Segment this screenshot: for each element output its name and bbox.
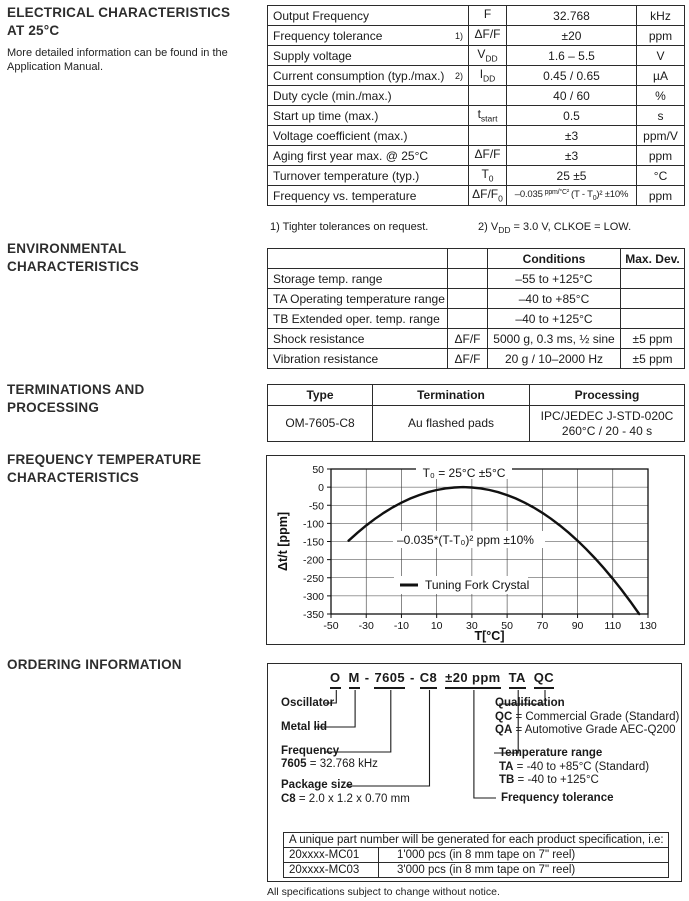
table-row (284, 848, 669, 863)
symbol-cell: ΔF/F (448, 349, 488, 369)
svg-text:110: 110 (604, 620, 622, 632)
svg-text:30: 30 (466, 620, 478, 632)
param-cell: Voltage coefficient (max.) (268, 126, 469, 146)
part-number-cell: 20xxxx-MC01 (284, 848, 379, 863)
metal-lid-label: Metal lid (281, 721, 328, 733)
maxdev-cell (621, 309, 685, 329)
symbol-cell: $I_{DD}$ (469, 66, 507, 86)
heading-line: ENVIRONMENTAL (7, 241, 127, 256)
part-number-cell: 20xxxx-MC03 (284, 863, 379, 878)
table-header-row (268, 249, 685, 269)
symbol-cell (448, 289, 488, 309)
ordering-code (326, 670, 558, 689)
table-row (284, 863, 669, 878)
param-cell: Aging first year max. @ 25°C (268, 146, 469, 166)
maxdev-cell (621, 289, 685, 309)
section-electrical-heading (7, 4, 257, 74)
table-header-row (284, 833, 669, 848)
unit-cell: ppm (637, 146, 685, 166)
quantity-cell: 3'000 pcs (in 8 mm tape on 7" reel) (379, 863, 669, 878)
svg-text:-300: -300 (302, 590, 324, 603)
symbol-cell (448, 269, 488, 289)
code-token-oscillator: O (330, 670, 341, 689)
qualification-label: Qualification (495, 697, 565, 709)
conditions-cell: 5000 g, 0.3 ms, ½ sine (488, 329, 621, 349)
empty-header-cell (268, 249, 448, 269)
frequency-value: 7605 = 32.768 kHz (281, 758, 378, 770)
heading-line: FREQUENCY TEMPERATURE (7, 452, 202, 467)
svg-text:-350: -350 (302, 609, 324, 621)
value-cell: 40 / 60 (507, 86, 637, 106)
svg-text:T₀ = 25°C ±5°C: T₀ = 25°C ±5°C (422, 466, 506, 480)
conditions-cell: 20 g / 10–2000 Hz (488, 349, 621, 369)
symbol-cell (448, 309, 488, 329)
symbol-cell: $t_{start}$ (469, 106, 507, 126)
svg-text:0: 0 (318, 482, 324, 495)
section-ordering-heading (7, 656, 257, 674)
table-row (268, 66, 685, 86)
symbol-cell (469, 86, 507, 106)
footnote-2: 2) $V_{DD} = 3.0$ V, CLKOE = LOW. (478, 221, 632, 236)
ordering-information-box (267, 663, 682, 882)
footer-disclaimer: All specifications subject to change without notice. (267, 886, 500, 898)
termination-cell: Au flashed pads (373, 406, 530, 442)
type-header-cell: Type (268, 385, 373, 406)
param-cell: Output Frequency (268, 6, 469, 26)
svg-text:-50: -50 (323, 620, 339, 632)
svg-text:-250: -250 (302, 572, 324, 585)
param-cell: Start up time (max.) (268, 106, 469, 126)
processing-header-cell: Processing (530, 385, 685, 406)
param-cell: Duty cycle (min./max.) (268, 86, 469, 106)
param-cell: Vibration resistance (268, 349, 448, 369)
table-row (268, 146, 685, 166)
param-cell: Turnover temperature (typ.) (268, 166, 469, 186)
symbol-cell (469, 126, 507, 146)
part-number-note-cell: A unique part number will be generated for each product specification, i.e: (284, 833, 669, 848)
svg-text:130: 130 (639, 620, 657, 632)
temperature-range-option: TA = -40 to +85°C (Standard) (499, 761, 650, 773)
value-cell: 32.768 (507, 6, 637, 26)
svg-text:50: 50 (312, 464, 324, 476)
frequency-temperature-chart (266, 455, 685, 645)
heading-line: PROCESSING (7, 400, 100, 415)
code-token-package: C8 (420, 670, 437, 689)
symbol-cell: $T_0$ (469, 166, 507, 186)
heading-line: AT 25°C (7, 23, 60, 38)
frequency-tolerance-label: Frequency tolerance (501, 792, 614, 804)
unit-cell: kHz (637, 6, 685, 26)
code-token-temp-range: TA (509, 670, 526, 689)
svg-text:-150: -150 (302, 536, 324, 549)
param-cell: Storage temp. range (268, 269, 448, 289)
termination-header-cell: Termination (373, 385, 530, 406)
quantity-cell: 1'000 pcs (in 8 mm tape on 7" reel) (379, 848, 669, 863)
unit-cell: µA (637, 66, 685, 86)
value-cell: ±3 (507, 126, 637, 146)
note-line: More detailed information can be found in the (7, 47, 228, 59)
maxdev-cell (621, 269, 685, 289)
symbol-cell: ΔF/F (469, 146, 507, 166)
table-row (268, 349, 685, 369)
unit-cell: ppm (637, 186, 685, 206)
oscillator-label: Oscillator (281, 697, 335, 709)
svg-text:Tuning Fork Crystal: Tuning Fork Crystal (425, 578, 530, 592)
qualification-option: QC = Commercial Grade (Standard) (495, 711, 680, 723)
unit-cell: °C (637, 166, 685, 186)
section-environmental-heading (7, 240, 257, 276)
svg-text:–0.035*(T-T₀)² ppm ±10%: –0.035*(T-T₀)² ppm ±10% (397, 533, 534, 547)
section-freq-temp-heading (7, 451, 257, 487)
symbol-cell: F (469, 6, 507, 26)
svg-text:-50: -50 (308, 500, 324, 513)
svg-text:70: 70 (536, 620, 549, 632)
code-separator: - (410, 670, 415, 685)
code-token-frequency: 7605 (374, 670, 405, 689)
symbol-cell: ΔF/F (448, 329, 488, 349)
frequency-label: Frequency (281, 745, 340, 757)
electrical-characteristics-table (267, 5, 685, 206)
environmental-characteristics-table (267, 248, 685, 369)
param-cell: Current consumption (typ./max.) 2) (268, 66, 469, 86)
heading-line: ELECTRICAL CHARACTERISTICS (7, 5, 231, 20)
footnote-1: 1) Tighter tolerances on request. (270, 221, 429, 233)
table-row (268, 166, 685, 186)
maxdev-cell: ±5 ppm (621, 349, 685, 369)
svg-text:90: 90 (571, 620, 584, 632)
value-cell: ±3 (507, 146, 637, 166)
value-cell: ±20 (507, 26, 637, 46)
qualification-option: QA = Automotive Grade AEC-Q200 (495, 724, 676, 736)
param-cell: TA Operating temperature range (268, 289, 448, 309)
table-row (268, 289, 685, 309)
value-cell-formula: –0.035 $^{ppm/^\circ C^2}$ $(T - T_0)^2 \pm 10\%$ (507, 186, 637, 206)
part-number-table (283, 832, 669, 878)
maxdev-cell: ±5 ppm (621, 329, 685, 349)
heading-line: TERMINATIONS AND (7, 382, 145, 397)
table-row (268, 329, 685, 349)
conditions-cell: –40 to +85°C (488, 289, 621, 309)
table-row (268, 106, 685, 126)
heading-line: CHARACTERISTICS (7, 470, 140, 485)
table-row (268, 269, 685, 289)
table-row (268, 309, 685, 329)
param-cell: TB Extended oper. temp. range (268, 309, 448, 329)
chart-canvas (267, 456, 684, 644)
table-row (268, 26, 685, 46)
value-cell: 0.5 (507, 106, 637, 126)
temperature-range-option: TB = -40 to +125°C (499, 774, 599, 786)
type-cell: OM-7605-C8 (268, 406, 373, 442)
terminations-table (267, 384, 685, 442)
svg-text:-100: -100 (302, 518, 324, 531)
package-size-label: Package size (281, 779, 353, 791)
symbol-cell: $V_{DD}$ (469, 46, 507, 66)
heading-line: ORDERING INFORMATION (7, 657, 182, 672)
svg-text:50: 50 (501, 620, 513, 632)
processing-cell: IPC/JEDEC J-STD-020C 260°C / 20 - 40 s (530, 406, 685, 442)
table-row (268, 186, 685, 206)
param-cell: Frequency vs. temperature (268, 186, 469, 206)
param-cell: Shock resistance (268, 329, 448, 349)
svg-text:Δt/t [ppm]: Δt/t [ppm] (276, 512, 290, 571)
table-row (268, 46, 685, 66)
section-terminations-heading (7, 381, 257, 417)
unit-cell: ppm (637, 26, 685, 46)
svg-text:-200: -200 (302, 554, 324, 567)
table-header-row (268, 385, 685, 406)
temperature-range-label: Temperature range (499, 747, 603, 759)
svg-text:10: 10 (430, 620, 443, 632)
table-row (268, 406, 685, 442)
package-size-value: C8 = 2.0 x 1.2 x 0.70 mm (281, 793, 410, 805)
value-cell: 0.45 / 0.65 (507, 66, 637, 86)
conditions-cell: –55 to +125°C (488, 269, 621, 289)
note-line: Application Manual. (7, 61, 104, 73)
symbol-cell: ΔF/F (469, 26, 507, 46)
conditions-cell: –40 to +125°C (488, 309, 621, 329)
unit-cell: ppm/V (637, 126, 685, 146)
table-row (268, 126, 685, 146)
table-row (268, 86, 685, 106)
code-token-qualification: QC (534, 670, 554, 689)
conditions-header-cell: Conditions (488, 249, 621, 269)
svg-text:T[°C]: T[°C] (474, 629, 505, 643)
value-cell: 25 ±5 (507, 166, 637, 186)
code-separator: - (364, 670, 370, 685)
unit-cell: % (637, 86, 685, 106)
code-token-tolerance: ±20 ppm (445, 670, 500, 689)
code-token-metal-lid: M (349, 670, 360, 689)
svg-text:-10: -10 (393, 620, 410, 632)
value-cell: 1.6 – 5.5 (507, 46, 637, 66)
table-row (268, 6, 685, 26)
empty-header-cell (448, 249, 488, 269)
maxdev-header-cell: Max. Dev. (621, 249, 685, 269)
param-cell: Supply voltage (268, 46, 469, 66)
unit-cell: V (637, 46, 685, 66)
param-cell: Frequency tolerance 1) (268, 26, 469, 46)
symbol-cell: $\Delta F/F_0$ (469, 186, 507, 206)
svg-text:-30: -30 (358, 620, 374, 632)
unit-cell: s (637, 106, 685, 126)
heading-line: CHARACTERISTICS (7, 259, 140, 274)
